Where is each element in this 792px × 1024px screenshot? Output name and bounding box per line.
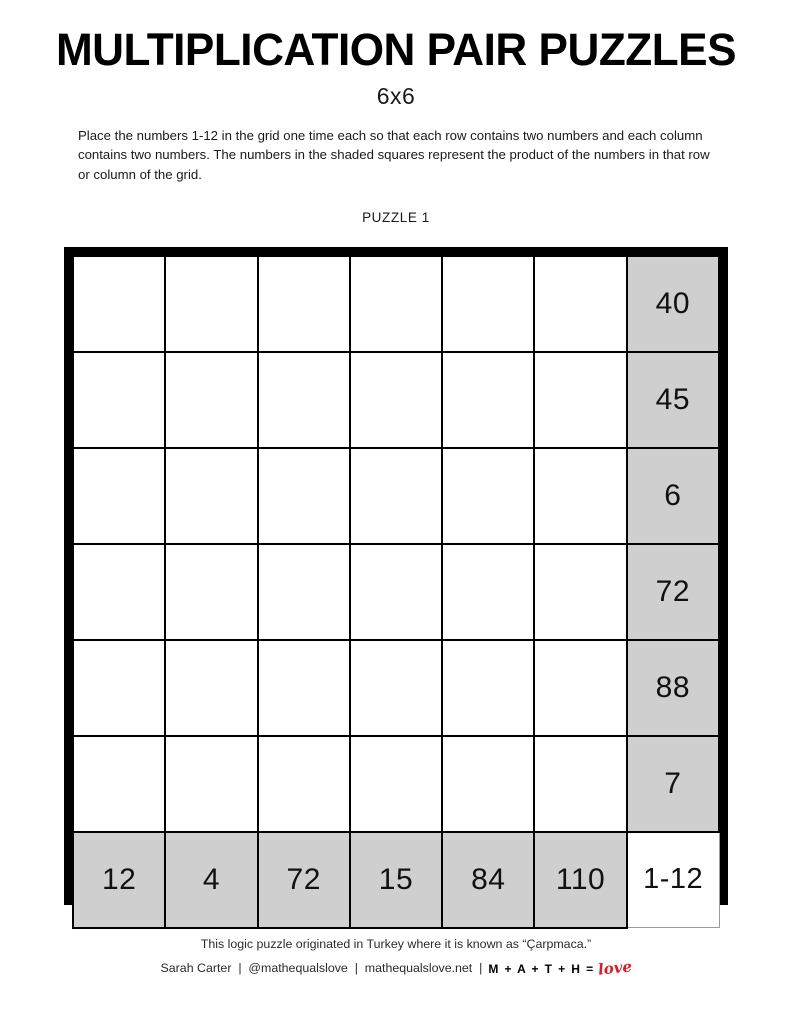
column-clue-2: 4 xyxy=(165,832,257,928)
row-clue-1: 40 xyxy=(627,256,719,352)
puzzle-grid-body xyxy=(73,256,719,928)
grid-cell-r4-c6[interactable] xyxy=(534,544,626,640)
grid-cell-r6-c5[interactable] xyxy=(442,736,534,832)
puzzle-grid-table xyxy=(72,255,720,929)
grid-cell-r6-c4[interactable] xyxy=(350,736,442,832)
puzzle-number-label: PUZZLE 1 xyxy=(362,209,430,225)
grid-row xyxy=(73,352,719,448)
grid-cell-r5-c1[interactable] xyxy=(73,640,165,736)
puzzle-grid xyxy=(64,247,728,905)
grid-clue-row xyxy=(73,832,719,928)
grid-cell-r2-c3[interactable] xyxy=(258,352,350,448)
grid-cell-r1-c5[interactable] xyxy=(442,256,534,352)
logo-math-text: M + A + T + H = xyxy=(488,962,595,977)
row-clue-5: 88 xyxy=(627,640,719,736)
grid-row xyxy=(73,544,719,640)
grid-cell-r5-c3[interactable] xyxy=(258,640,350,736)
column-clue-1: 12 xyxy=(73,832,165,928)
grid-row xyxy=(73,736,719,832)
mathequalslove-logo xyxy=(488,957,631,980)
page-subtitle: 6x6 xyxy=(376,83,416,110)
grid-cell-r6-c1[interactable] xyxy=(73,736,165,832)
credits-line xyxy=(0,957,792,980)
grid-cell-r6-c6[interactable] xyxy=(534,736,626,832)
grid-row xyxy=(73,448,719,544)
grid-cell-r3-c5[interactable] xyxy=(442,448,534,544)
grid-cell-r4-c2[interactable] xyxy=(165,544,257,640)
grid-cell-r3-c1[interactable] xyxy=(73,448,165,544)
column-clue-5: 84 xyxy=(442,832,534,928)
grid-cell-r1-c1[interactable] xyxy=(73,256,165,352)
row-clue-3: 6 xyxy=(627,448,719,544)
grid-cell-r3-c2[interactable] xyxy=(165,448,257,544)
row-clue-4: 72 xyxy=(627,544,719,640)
grid-cell-r5-c6[interactable] xyxy=(534,640,626,736)
column-clue-3: 72 xyxy=(258,832,350,928)
grid-row xyxy=(73,256,719,352)
range-corner-cell: 1-12 xyxy=(627,832,719,928)
grid-cell-r2-c4[interactable] xyxy=(350,352,442,448)
row-clue-6: 7 xyxy=(627,736,719,832)
grid-cell-r3-c3[interactable] xyxy=(258,448,350,544)
grid-row xyxy=(73,640,719,736)
grid-cell-r1-c3[interactable] xyxy=(258,256,350,352)
grid-cell-r3-c6[interactable] xyxy=(534,448,626,544)
logo-love-text: love xyxy=(596,957,633,980)
grid-cell-r3-c4[interactable] xyxy=(350,448,442,544)
instructions-text: Place the numbers 1-12 in the grid one time each so that each row contains two numbers and each column contains two numbers. The numbers in the shaded squares represent the product of the numbers in that row or column of the grid. xyxy=(78,128,710,182)
origin-note: This logic puzzle originated in Turkey where it is known as “Çarpmaca.” xyxy=(200,936,592,951)
column-clue-4: 15 xyxy=(350,832,442,928)
grid-cell-r2-c1[interactable] xyxy=(73,352,165,448)
grid-cell-r4-c1[interactable] xyxy=(73,544,165,640)
page-title: MULTIPLICATION PAIR PUZZLES xyxy=(55,24,737,75)
grid-cell-r4-c3[interactable] xyxy=(258,544,350,640)
grid-cell-r2-c5[interactable] xyxy=(442,352,534,448)
grid-cell-r1-c6[interactable] xyxy=(534,256,626,352)
grid-cell-r2-c2[interactable] xyxy=(165,352,257,448)
grid-cell-r6-c2[interactable] xyxy=(165,736,257,832)
grid-cell-r5-c2[interactable] xyxy=(165,640,257,736)
column-clue-6: 110 xyxy=(534,832,626,928)
grid-cell-r1-c4[interactable] xyxy=(350,256,442,352)
grid-cell-r4-c4[interactable] xyxy=(350,544,442,640)
row-clue-2: 45 xyxy=(627,352,719,448)
grid-cell-r5-c5[interactable] xyxy=(442,640,534,736)
grid-cell-r1-c2[interactable] xyxy=(165,256,257,352)
credits-text: Sarah Carter | @mathequalslove | mathequalslove.net | xyxy=(160,961,483,976)
grid-cell-r4-c5[interactable] xyxy=(442,544,534,640)
grid-cell-r2-c6[interactable] xyxy=(534,352,626,448)
grid-cell-r6-c3[interactable] xyxy=(258,736,350,832)
grid-cell-r5-c4[interactable] xyxy=(350,640,442,736)
page-footer xyxy=(0,935,792,980)
